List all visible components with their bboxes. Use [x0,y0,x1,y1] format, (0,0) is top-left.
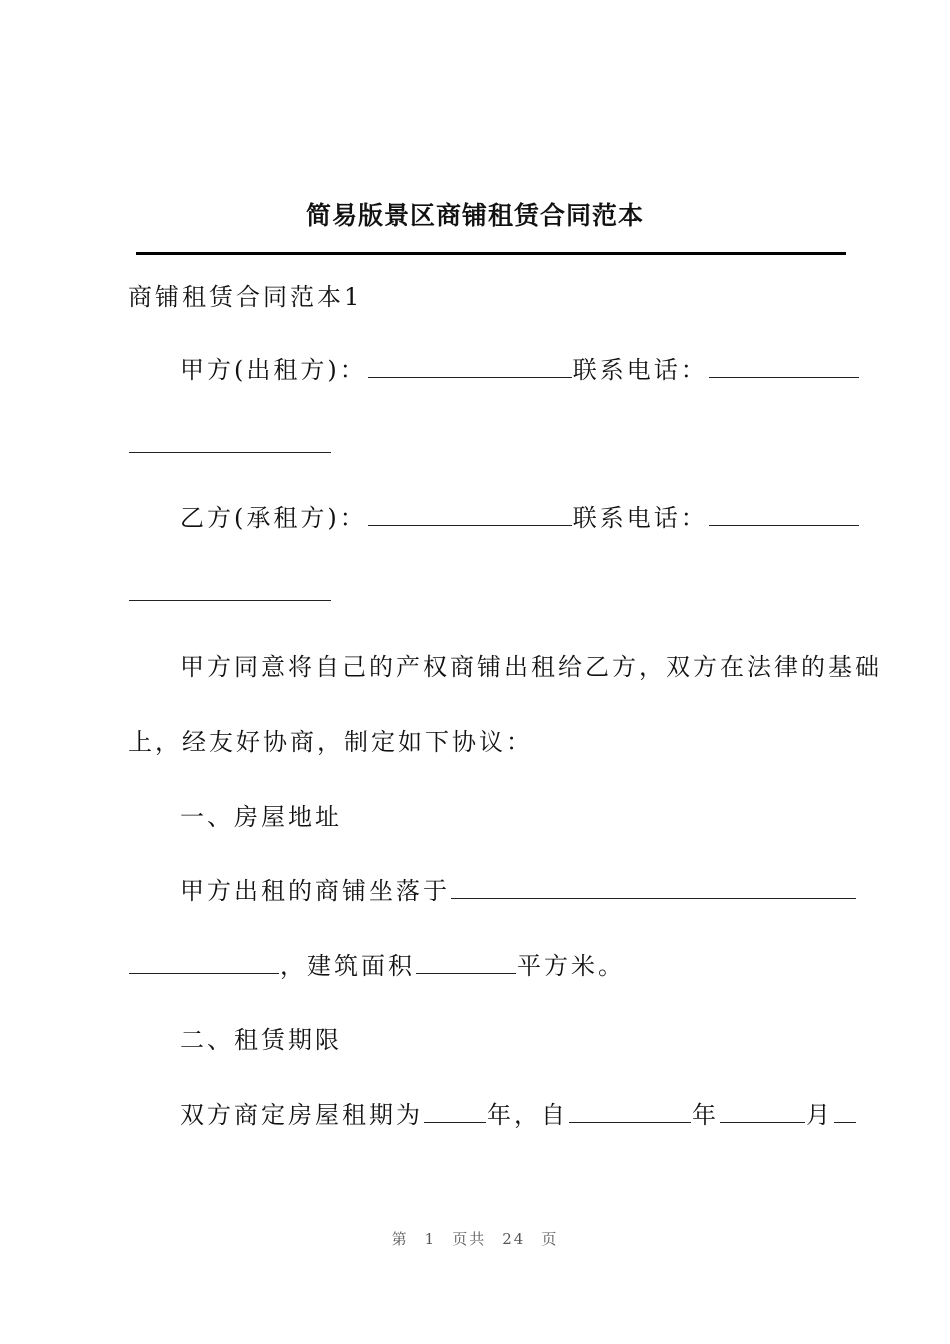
start-year-blank [569,1102,691,1123]
page-footer [0,1228,950,1249]
party-b-line [180,503,860,533]
party-b-label: 乙方(承租方)： [180,504,367,532]
document-title: 简易版景区商铺租赁合同范本 [305,201,644,230]
footer-page-number: 1 [424,1230,437,1248]
area-blank [416,953,516,974]
party-b-name-blank [368,505,572,526]
clause-1-location-label: 甲方出租的商铺坐落于 [180,877,450,905]
lease-term-label: 双方商定房屋租期为 [180,1101,423,1129]
area-label: ，建筑面积 [280,952,415,980]
party-a-name-blank [368,357,572,378]
party-a-phone-continuation [128,430,332,460]
party-a-phone-blank [709,357,859,378]
footer-total-suffix: 页 [541,1230,559,1248]
party-b-phone-label: 联系电话： [572,504,708,532]
intro-line-2: 上，经友好协商，制定如下协议： [128,728,533,756]
intro-line-1: 甲方同意将自己的产权商铺出租给乙方，双方在法律的基础 [180,653,882,681]
clause-2-line-1 [180,1100,857,1130]
party-b-phone-continuation [128,578,332,608]
footer-total-pages: 24 [502,1230,526,1248]
section-heading: 商铺租赁合同范本1 [128,283,363,311]
party-b-phone-blank [709,505,859,526]
title-divider [136,252,846,255]
area-unit: 平方米。 [517,952,625,980]
location-blank-cont [129,953,279,974]
party-a-line [180,355,860,385]
party-b-phone-blank-cont [129,580,331,601]
footer-page-suffix: 页共 [452,1230,487,1248]
clause-1-line-1 [180,876,857,906]
month-label: 月 [806,1101,833,1129]
location-blank [451,878,856,899]
clause-2-heading: 二、租赁期限 [180,1026,342,1054]
clause-1-line-2 [128,951,625,981]
clause-1-heading: 一、房屋地址 [180,803,342,831]
party-a-phone-blank-cont [129,432,331,453]
party-a-label: 甲方(出租方)： [180,356,367,384]
lease-from-label: 年，自 [487,1101,568,1129]
year-label: 年 [692,1101,719,1129]
start-day-blank [834,1102,856,1123]
party-a-phone-label: 联系电话： [572,356,708,384]
start-month-blank [720,1102,805,1123]
lease-years-blank [424,1102,486,1123]
footer-page-word: 第 [391,1230,409,1248]
